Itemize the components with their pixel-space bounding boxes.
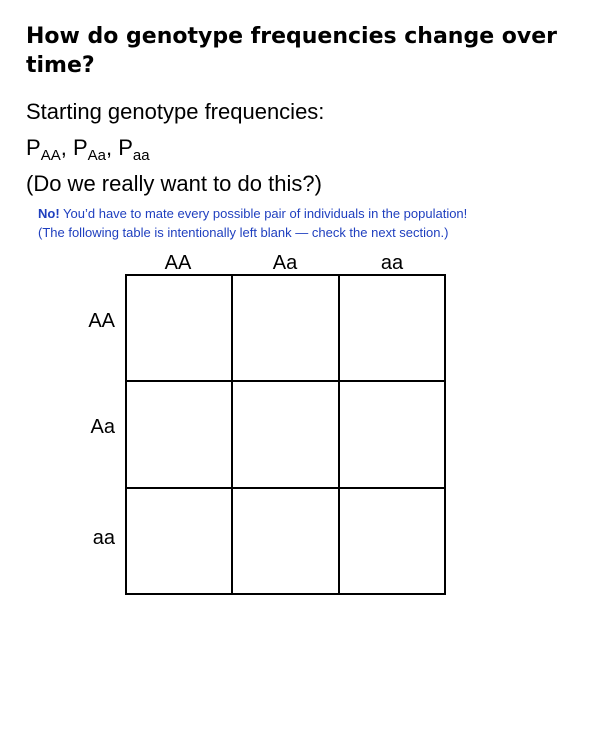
page-title: How do genotype frequencies change over time? — [26, 24, 558, 78]
table-cell — [339, 381, 445, 487]
freq-p-aa: P — [26, 135, 41, 160]
freq-subscript-aa-upper: AA — [40, 147, 61, 164]
column-header-aa: aa — [380, 252, 404, 274]
note-text — [38, 204, 578, 242]
column-header-AA: AA — [164, 252, 192, 274]
note-line-1 — [38, 204, 578, 223]
frequency-symbols — [26, 134, 150, 170]
column-header-Aa: Aa — [272, 252, 298, 274]
note-rest: You’d have to mate every possible pair of individuals in the population! — [59, 206, 468, 221]
table-cell — [339, 275, 445, 381]
punnett-table — [125, 274, 446, 595]
table-cell — [126, 381, 232, 487]
freq-separator: , — [105, 135, 119, 160]
table-cell — [126, 275, 232, 381]
table-cell — [232, 488, 338, 594]
table-cell — [232, 275, 338, 381]
freq-separator: , — [60, 135, 73, 160]
question-text: (Do we really want to do this?) — [26, 171, 322, 196]
note-bold: No! — [38, 206, 60, 221]
freq-p-aa-lower: P — [118, 135, 133, 160]
freq-subscript-aa-mixed: Aa — [87, 147, 106, 164]
table-cell — [232, 381, 338, 487]
table-cell — [339, 488, 445, 594]
table-cell — [126, 488, 232, 594]
freq-subscript-aa-lower: aa — [132, 147, 150, 164]
row-header-Aa: Aa — [90, 416, 115, 438]
starting-frequencies-label: Starting genotype frequencies: — [26, 99, 325, 124]
row-header-aa: aa — [92, 527, 115, 549]
freq-p-aa-mixed: P — [72, 135, 88, 160]
note-line-2: (The following table is intentionally left blank — check the next section.) — [38, 225, 449, 240]
row-header-AA: AA — [88, 310, 115, 332]
